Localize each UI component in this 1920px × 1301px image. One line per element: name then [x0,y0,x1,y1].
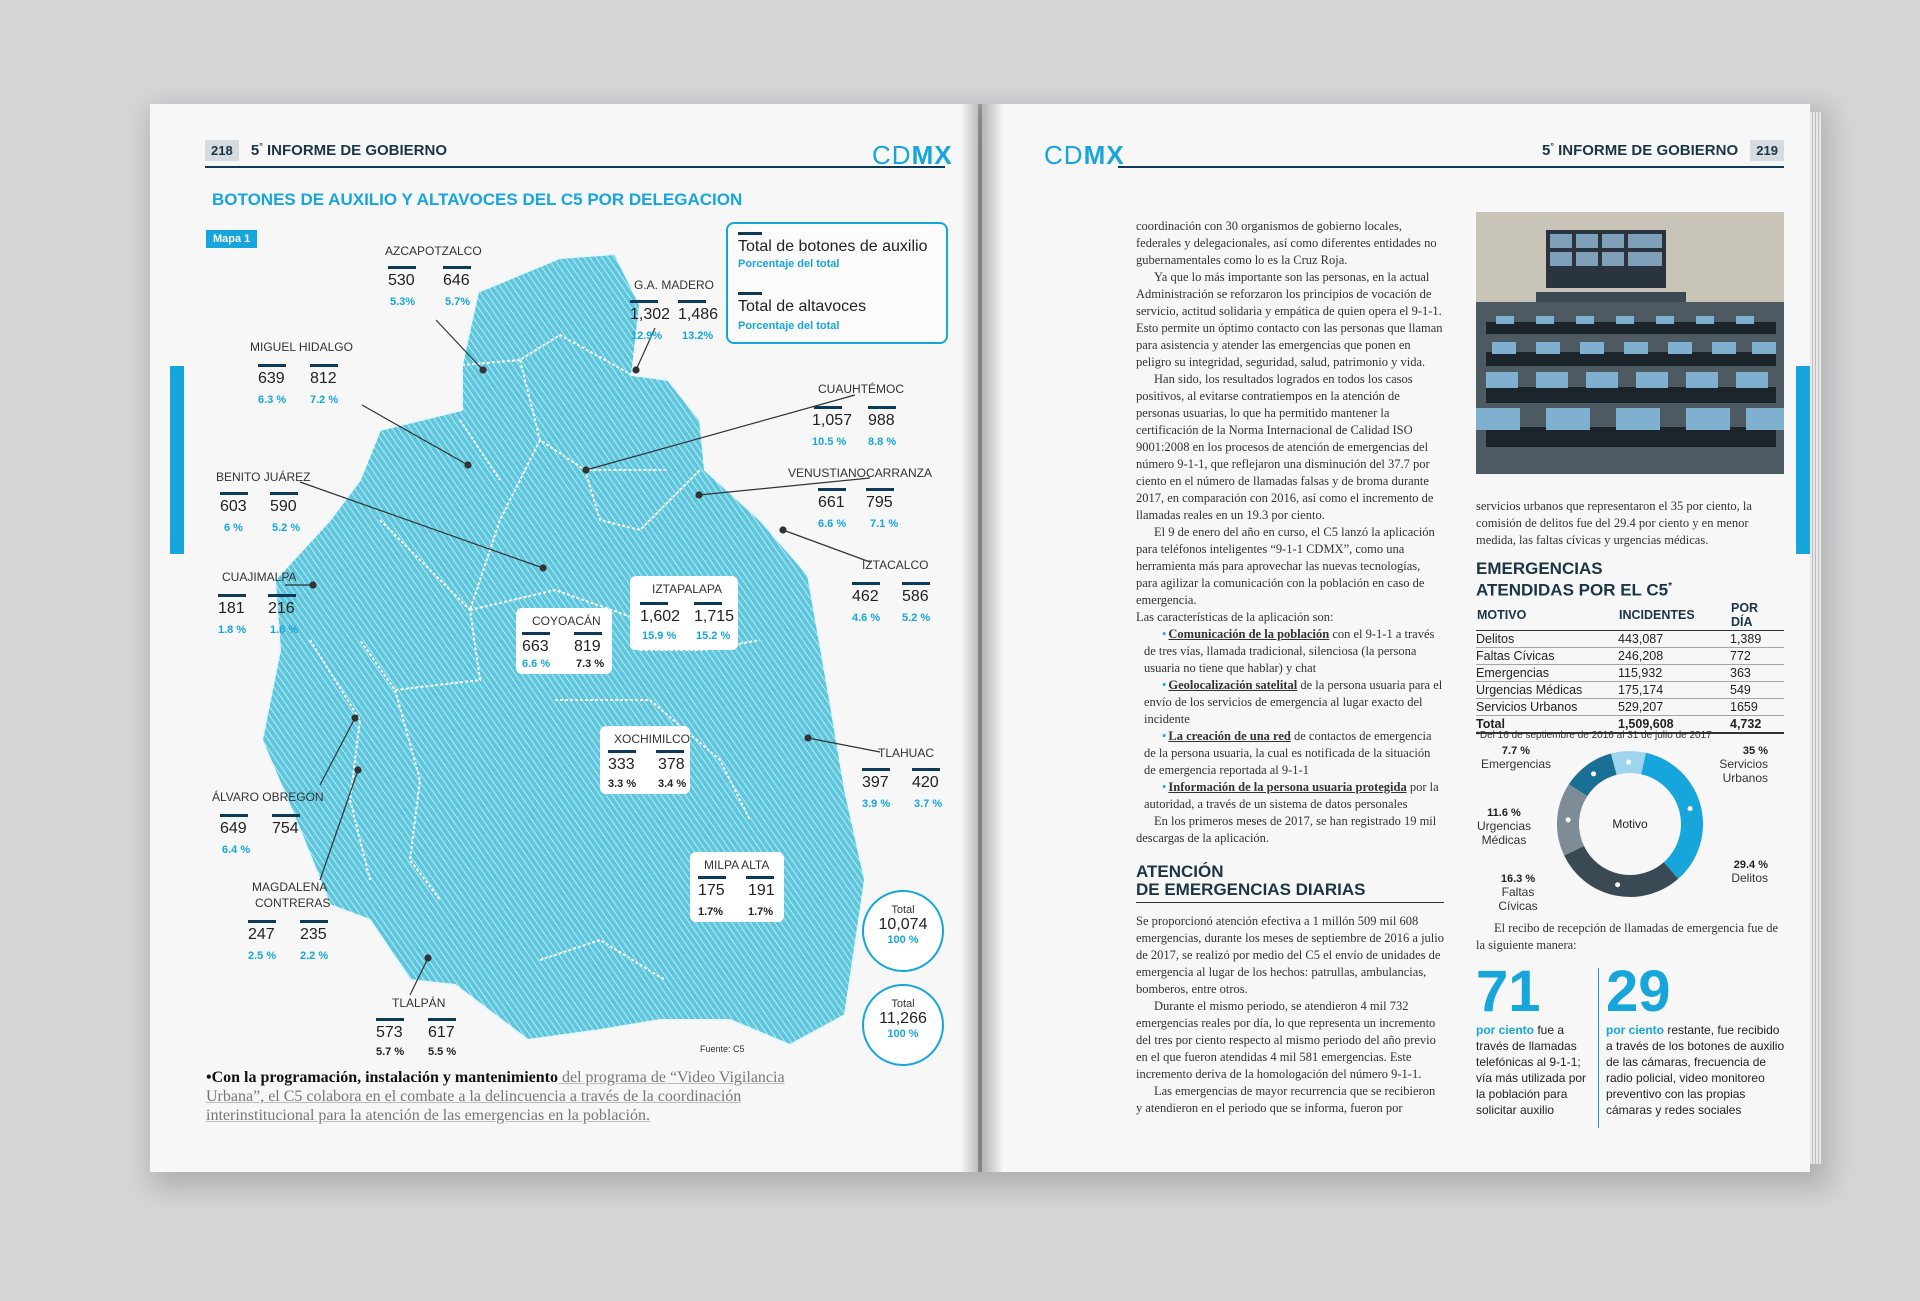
emergencias-table: MOTIVO INCIDENTES POR DÍA Delitos 443,087 1,389 Faltas Cívicas 246,208 772 Emergencias 115,932 363 Urgencias Médicas 175,174 549 Servicios Urbanos 529,207 1659 Total 1,509,608 4,732 [1476,600,1784,734]
delegacion-iztapalapa: IZTAPALAPA 1,602 1,715 15.9 % 15.2 % [630,576,738,650]
table-row: Urgencias Médicas 175,174 549 [1476,682,1784,699]
delegacion-xochimilco: XOCHIMILCO 333 378 3.3 % 3.4 % [600,726,690,794]
map-tag: Mapa 1 [206,230,257,248]
table-footnote: *Del 16 de septiembre de 2016 al 31 de julio de 2017 [1476,730,1712,741]
donut-value-label: 35 % [1742,745,1768,757]
table-row: Emergencias 115,932 363 [1476,665,1784,682]
donut-category-label: Delitos [1731,871,1768,885]
map-caption: •Con la programación, instalación y mantenimiento del programa de “Video Vigilancia Urbana”, el C5 colabora en el combate a la delincuencia a través de la coordinación interinstitucional para la atención de las emergencias en la población. [206,1069,785,1124]
donut-category-label: Emergencias [1480,757,1552,771]
motivo-donut-chart [1470,744,1790,913]
donut-category-label: Médicas [1481,833,1527,847]
cdmx-logo-right: CDMX [1044,140,1125,170]
donut-center-label: Motivo [1612,817,1648,831]
table-row: Faltas Cívicas 246,208 772 [1476,648,1784,665]
right-text-column-2: servicios urbanos que representaron el 35 por ciento, la comisión de delitos fue del 29.4 por ciento y en menor medida, las faltas cívicas y urgencias médicas. [1476,499,1752,547]
cdmx-logo: CDMX [872,140,953,170]
right-header [1118,140,1784,168]
section-heading-atencion: ATENCIÓN DE EMERGENCIAS DIARIAS [1136,863,1444,903]
delegacion-milpa-alta: MILPA ALTA 175 191 1.7% 1.7% [690,852,784,922]
delegacion-coyoacan: COYOACÁN 663 819 6.6 % 7.3 % [516,608,612,674]
stat-29: 29 por ciento restante, fue recibido a través de los botones de auxilio de las cámaras, frecuencia de radio policial, video monitoreo preventivo con las propias cámaras y redes sociales [1606,959,1785,1117]
total-altavoces-circle: Total 11,266 100 % [862,984,944,1066]
donut-marker [1591,771,1596,776]
map-title: BOTONES DE AUXILIO Y ALTAVOCES DEL C5 POR DELEGACION [212,190,743,209]
donut-category-label: Urbanos [1722,771,1768,785]
donut-marker [1615,882,1620,887]
table-total-row: Total 1,509,608 4,732 [1476,716,1784,734]
table-row: Servicios Urbanos 529,207 1659 [1476,699,1784,716]
header-title-right: 5° INFORME DE GOBIERNO [1541,141,1739,159]
right-side-tab [1796,366,1810,554]
page-number: 218 [205,140,239,161]
donut-slice-delitos [1574,851,1671,886]
map-legend: Total de botones de auxilio Porcentaje del total Total de altavoces Porcentaje del total [726,222,948,344]
donut-slice-urgencias-médicas [1578,764,1614,790]
total-botones-circle: Total 10,074 100 % [862,890,944,972]
page-number-right: 219 [1750,140,1784,161]
right-text-column-2b: El recibo de recepción de llamadas de emergencia fue de la siguiente manera: [1476,921,1778,952]
donut-value-label: 16.3 % [1500,873,1536,885]
donut-value-label: 29.4 % [1733,859,1768,871]
map-source: Fuente: C5 [700,1044,745,1054]
control-room-photo [1476,212,1784,474]
donut-value-label: 7.7 % [1501,745,1531,757]
donut-value-label: 11.6 % [1487,807,1521,819]
table-title: EMERGENCIAS ATENDIDAS POR EL C5* [1476,559,1672,600]
header-title: 5° INFORME DE GOBIERNO [250,141,448,159]
donut-category-label: Cívicas [1498,899,1538,913]
donut-marker [1688,806,1693,811]
stat-divider [1598,968,1599,1128]
donut-slice-servicios-urbanos [1644,763,1692,870]
donut-marker [1626,760,1631,765]
donut-marker [1566,817,1571,822]
stat-71: 71 por ciento fue a través de llamadas telefónicas al 9-1-1; vía más utilizada por la población para solicitar auxilio [1476,959,1587,1117]
table-row: Delitos 443,087 1,389 [1476,631,1784,648]
donut-category-label: Faltas [1501,885,1535,899]
donut-category-label: Urgencias [1476,819,1532,833]
right-text-column-1: coordinación con 30 organismos de gobierno locales, federales y delegacionales, así como diferentes entidades no gubernamentales como lo es la Cruz Roja. Ya que lo más importante son las personas, en la actual Administración se reforzaron los principios de vocación de servicio, actitud solidaria y empática de quien opera el 9-1-1. Esto permite un óptimo contacto con las personas que llaman para asistencia y atender las emergencias que ponen en peligro su integridad, seguridad, salud, patrimonio y vida. Han sido, los resultados logrados en todos los casos positivos, al evitarse contratiempos en la atención de personas usuarias, lo que ha permitido mantener la certificación de la Norma Internacional de Calidad ISO 9001:2008 en los procesos de atención de emergencias del número 9-1-1, que reflejaron una disminución del 37.7 por ciento en el número de llamadas falsas y de broma durante 2017, en comparación con 2016, así como el incremento de llamadas reales en un 19.3 por ciento. El 9 de enero del año en curso, el C5 lanzó la aplicación para teléfonos inteligentes “9-1-1 CDMX”, como una herramienta más para aprovechar las nuevas tecnologías, para agilizar la comunicación con la población en caso de emergencia. Las características de la aplicación son: • Comunicación de la población con el 9-1-1 a través de tres vías, llamada tradicional, silenciosa (la persona usuaria no tiene que hablar) y chat • Geolocalización satelital de la persona usuaria para el envío de los servicios de emergencia al lugar exacto del incidente • La creación de una red de contactos de emergencia de la persona usuaria, la cual es notificada de la situación de emergencia reportada al 9-1-1 • Información de la persona usuaria protegida por la autoridad, a través de un sistema de datos personales En los primeros meses de 2017, se han registrado 19 mil descargas de la aplicación. ATENCIÓN DE EMERGENCIAS DIARIAS Se proporcionó atención efectiva a 1 millón 509 mil 608 emergencias, durante los meses de septiembre de 2016 a julio de 2017, se realizó por medio del C5 el envío de unidades de emergencia al lugar de los hechos: patrullas, ambulancias, bomberos, entre otros. Durante el mismo periodo, se atendieron 4 mil 732 emergencias reales por día, lo que representa un incremento del tres por ciento respecto al mismo periodo del año previo en el que fueron atendidas 4 mil 581 emergencias. Este incremento deriva de la homologación del número 9-1-1. Las emergencias de mayor recurrencia que se recibieron y atendieron en el periodo que se informa, fueron por [1136,218,1444,1117]
donut-category-label: Servicios [1719,757,1768,771]
